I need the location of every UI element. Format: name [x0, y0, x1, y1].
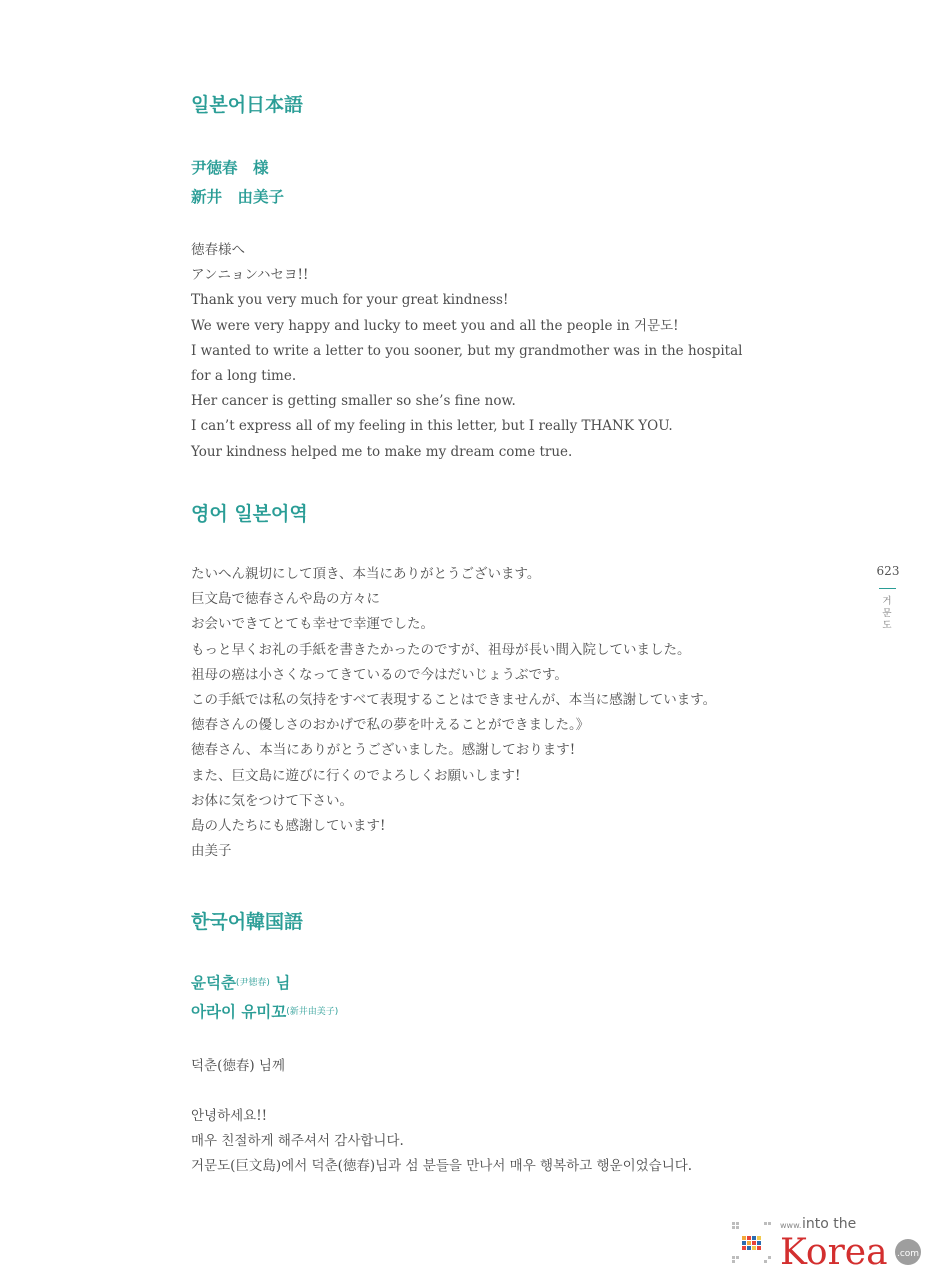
body-line: 巨文島で徳春さんや島の方々に — [191, 591, 380, 608]
letter-body-japanese — [191, 562, 716, 864]
body-line: たいへん親切にして頂き、本当にありがとうございます。 — [191, 566, 541, 582]
letter-body-original — [191, 238, 742, 465]
body-line: Your kindness helped me to make my dream come true. — [191, 443, 573, 460]
sender-name-korean — [191, 1002, 338, 1022]
body-line: 안녕하세요!! — [191, 1108, 268, 1124]
section-heading-korean: 한국어韓国語 — [191, 911, 304, 933]
name-hanja: (尹徳春) — [235, 978, 270, 988]
body-line: もっと早くお礼の手紙を書きたかったのですが、祖母が長い間入院していました。 — [191, 641, 691, 658]
recipient-name: 尹徳春 様 — [191, 159, 269, 177]
into-the-korea-logo — [728, 1212, 928, 1276]
section-heading-translation: 영어 일본어역 — [191, 503, 308, 525]
letter-body-korean — [191, 1104, 692, 1180]
sender-name: 新井 由美子 — [191, 188, 285, 206]
body-line: 祖母の癌は小さくなってきているので今はだいじょうぶです。 — [191, 666, 568, 683]
body-line: Thank you very much for your great kindness! — [191, 292, 509, 309]
body-line: 매우 친절하게 해주셔서 감사합니다. — [191, 1133, 404, 1150]
body-line: Her cancer is getting smaller so she’s fine now. — [191, 393, 516, 410]
section-heading-japanese: 일본어日本語 — [191, 94, 304, 116]
body-line: 由美子 — [191, 843, 232, 860]
body-line: また、巨文島に遊びに行くのでよろしくお願いします! — [191, 767, 521, 784]
chapter-side-label: 거문도 — [882, 596, 892, 631]
body-line: 徳春さん、本当にありがとうございました。感謝しております! — [191, 742, 576, 759]
body-line: for a long time. — [191, 367, 297, 384]
page-number: 623 — [876, 564, 900, 578]
body-line: 島の人たちにも感謝しています! — [191, 817, 386, 834]
korean-salutation — [191, 1054, 285, 1079]
logo-www: www. — [780, 1221, 802, 1230]
recipient-name-korean — [191, 973, 290, 993]
page-number-rule — [879, 588, 896, 589]
salutation-line: 덕춘(徳春) 님께 — [191, 1058, 285, 1074]
body-line: We were very happy and lucky to meet you and all the people in 거문도! — [191, 317, 679, 334]
logo-dotcom: .com — [896, 1249, 920, 1259]
logo-korea: Korea — [780, 1232, 888, 1273]
name-main: 아라이 유미꼬 — [191, 1003, 287, 1021]
body-line: I wanted to write a letter to you sooner, but my grandmother was in the hospital — [191, 342, 743, 359]
logo-mark-icon — [728, 1212, 928, 1276]
body-line: この手紙では私の気持をすべて表現することはできませんが、本当に感謝しています。 — [191, 691, 717, 708]
body-line: 徳春さんの優しさのおかげで私の夢を叶えることができました。》 — [191, 717, 590, 734]
body-line: I can’t express all of my feeling in this letter, but I really THANK YOU. — [191, 418, 673, 435]
name-suffix: 님 — [269, 974, 291, 992]
body-line: 거문도(巨文島)에서 덕춘(徳春)님과 섬 분들을 만나서 매우 행복하고 행운이었습니다. — [191, 1158, 693, 1175]
logo-into-the: into the — [802, 1216, 857, 1232]
name-hanja: (新井由美子) — [286, 1007, 339, 1017]
body-line: アンニョンハセヨ!! — [191, 267, 309, 284]
name-main: 윤덕춘 — [191, 974, 236, 992]
body-line: お体に気をつけて下さい。 — [191, 792, 353, 809]
body-line: 徳春様へ — [191, 242, 245, 258]
body-line: お会いできてとても幸せで幸運でした。 — [191, 616, 434, 633]
